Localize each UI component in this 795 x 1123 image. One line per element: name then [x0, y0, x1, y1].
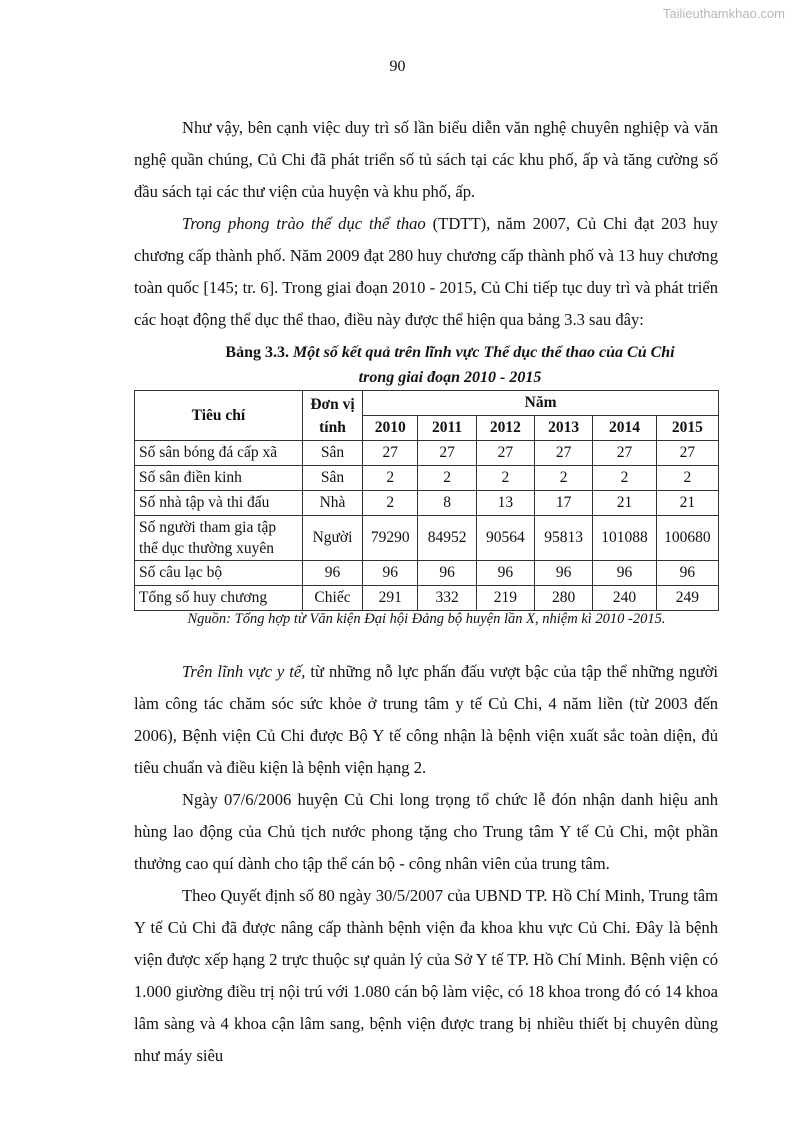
- cell-value: 27: [656, 441, 718, 466]
- cell-value: 2: [476, 466, 534, 491]
- cell-unit: Chiếc: [302, 586, 362, 611]
- cell-value: 96: [656, 561, 718, 586]
- cell-criteria: Số sân điền kinh: [135, 466, 303, 491]
- cell-value: 291: [363, 586, 418, 611]
- cell-criteria: Số người tham gia tập thể dục thường xuyên: [135, 516, 303, 561]
- paragraph-hospital: Theo Quyết định số 80 ngày 30/5/2007 của UBND TP. Hồ Chí Minh, Trung tâm Y tế Củ Chi đã được nâng cấp thành bệnh viện đa khoa khu vực Củ Chi. Đây là bệnh viện được xếp hạng 2 trực thuộc sự quản lý của Sở Y tế TP. Hồ Chí Minh. Bệnh viện có 1.000 giường điều trị nội trú với 1.080 cán bộ làm việc, có 18 khoa trong đó có 14 khoa lâm sàng và 4 khoa cận lâm sang, bệnh viện được trang bị nhiều thiết bị chuyên dùng như máy siêu: [134, 886, 718, 1065]
- cell-criteria: Số sân bóng đá cấp xã: [135, 441, 303, 466]
- header-year-2012: 2012: [476, 416, 534, 441]
- table-row: [135, 561, 719, 586]
- header-year-2013: 2013: [535, 416, 593, 441]
- caption-label: Bảng 3.3.: [225, 344, 289, 361]
- cell-value: 280: [535, 586, 593, 611]
- cell-value: 2: [535, 466, 593, 491]
- cell-value: 96: [476, 561, 534, 586]
- header-year-2010: 2010: [363, 416, 418, 441]
- table-row: [135, 491, 719, 516]
- cell-unit: 96: [302, 561, 362, 586]
- health-body: từ những nỗ lực phấn đấu vượt bậc của tập thể những người làm công tác chăm sóc sức khỏe ở trung tâm y tế Củ Chi, 4 năm liền (từ 2003 đến 2006), Bệnh viện Củ Chi được Bộ Y tế công nhận là bệnh viện xuất sắc toàn diện, đủ tiêu chuẩn và điều kiện là bệnh viện hạng 2.: [134, 662, 718, 777]
- cell-value: 2: [363, 466, 418, 491]
- sports-body: (TDTT), năm 2007, Củ Chi đạt 203 huy chương cấp thành phố. Năm 2009 đạt 280 huy chương cấp thành phố và 13 huy chương toàn quốc [145; tr. 6]. Trong giai đoạn 2010 - 2015, Củ Chi tiếp tục duy trì và phát triển các hoạt động thể dục thể thao, điều này được thể hiện qua bảng 3.3 sau đây:: [134, 214, 718, 329]
- cell-value: 27: [418, 441, 476, 466]
- cell-value: 100680: [656, 516, 718, 561]
- paragraph-culture: Như vậy, bên cạnh việc duy trì số lần biểu diễn văn nghệ chuyên nghiệp và văn nghệ quần chúng, Củ Chi đã phát triển số tủ sách tại các khu phố, ấp và tăng cường số đầu sách tại các thư viện của huyện và khu phố, ấp.: [134, 118, 718, 201]
- cell-value: 95813: [535, 516, 593, 561]
- cell-value: 13: [476, 491, 534, 516]
- cell-value: 219: [476, 586, 534, 611]
- cell-value: 27: [363, 441, 418, 466]
- header-year-2011: 2011: [418, 416, 476, 441]
- cell-value: 79290: [363, 516, 418, 561]
- page-number: 90: [389, 58, 406, 75]
- cell-value: 96: [418, 561, 476, 586]
- header-unit: Đơn vị tính: [302, 391, 362, 441]
- health-lead: Trên lĩnh vực y tế,: [182, 662, 306, 681]
- table-row: [135, 441, 719, 466]
- header-year-2014: 2014: [593, 416, 656, 441]
- table-row: [135, 586, 719, 611]
- paragraph-health: [134, 656, 718, 784]
- cell-value: 8: [418, 491, 476, 516]
- table-source: Nguồn: Tổng hợp từ Văn kiện Đại hội Đảng bộ huyện lần X, nhiệm kì 2010 -2015.: [187, 611, 666, 627]
- cell-unit: Người: [302, 516, 362, 561]
- cell-value: 90564: [476, 516, 534, 561]
- cell-value: 101088: [593, 516, 656, 561]
- sports-table: [134, 390, 719, 611]
- watermark: Tailieuthamkhao.com: [662, 6, 785, 21]
- header-year-2015: 2015: [656, 416, 718, 441]
- cell-unit: Nhà: [302, 491, 362, 516]
- table-row: [135, 466, 719, 491]
- caption-title-1: Một số kết quả trên lĩnh vực Thể dục thể thao của Củ Chi: [288, 344, 675, 361]
- cell-value: 84952: [418, 516, 476, 561]
- cell-value: 2: [363, 491, 418, 516]
- cell-value: 249: [656, 586, 718, 611]
- header-year: Năm: [363, 391, 719, 416]
- cell-value: 96: [535, 561, 593, 586]
- cell-criteria: Số nhà tập và thi đấu: [135, 491, 303, 516]
- paragraph-sports: [134, 208, 718, 336]
- caption-line-1: [134, 340, 718, 365]
- cell-value: 21: [593, 491, 656, 516]
- table-row: [135, 516, 719, 561]
- cell-value: 2: [656, 466, 718, 491]
- cell-unit: Sân: [302, 466, 362, 491]
- intro-text: [134, 112, 718, 336]
- cell-value: 96: [593, 561, 656, 586]
- cell-value: 332: [418, 586, 476, 611]
- cell-value: 240: [593, 586, 656, 611]
- cell-value: 27: [535, 441, 593, 466]
- cell-value: 96: [363, 561, 418, 586]
- header-criteria: Tiêu chí: [135, 391, 303, 441]
- table-caption: [134, 340, 718, 390]
- table-body: [135, 441, 719, 611]
- cell-value: 27: [593, 441, 656, 466]
- paragraph-award: Ngày 07/6/2006 huyện Củ Chi long trọng tổ chức lễ đón nhận danh hiệu anh hùng lao động của Chủ tịch nước phong tặng cho Trung tâm Y tế Củ Chi, một phần thưởng cao quí dành cho tập thể cán bộ - công nhân viên của trung tâm.: [134, 790, 718, 873]
- cell-value: 2: [593, 466, 656, 491]
- cell-unit: Sân: [302, 441, 362, 466]
- sports-lead: Trong phong trào thể dục thể thao: [182, 214, 426, 233]
- cell-value: 17: [535, 491, 593, 516]
- cell-value: 27: [476, 441, 534, 466]
- cell-criteria: Tổng số huy chương: [135, 586, 303, 611]
- cell-value: 21: [656, 491, 718, 516]
- caption-line-2: trong giai đoạn 2010 - 2015: [358, 369, 542, 386]
- cell-value: 2: [418, 466, 476, 491]
- health-text: [134, 656, 718, 1072]
- cell-criteria: Số câu lạc bộ: [135, 561, 303, 586]
